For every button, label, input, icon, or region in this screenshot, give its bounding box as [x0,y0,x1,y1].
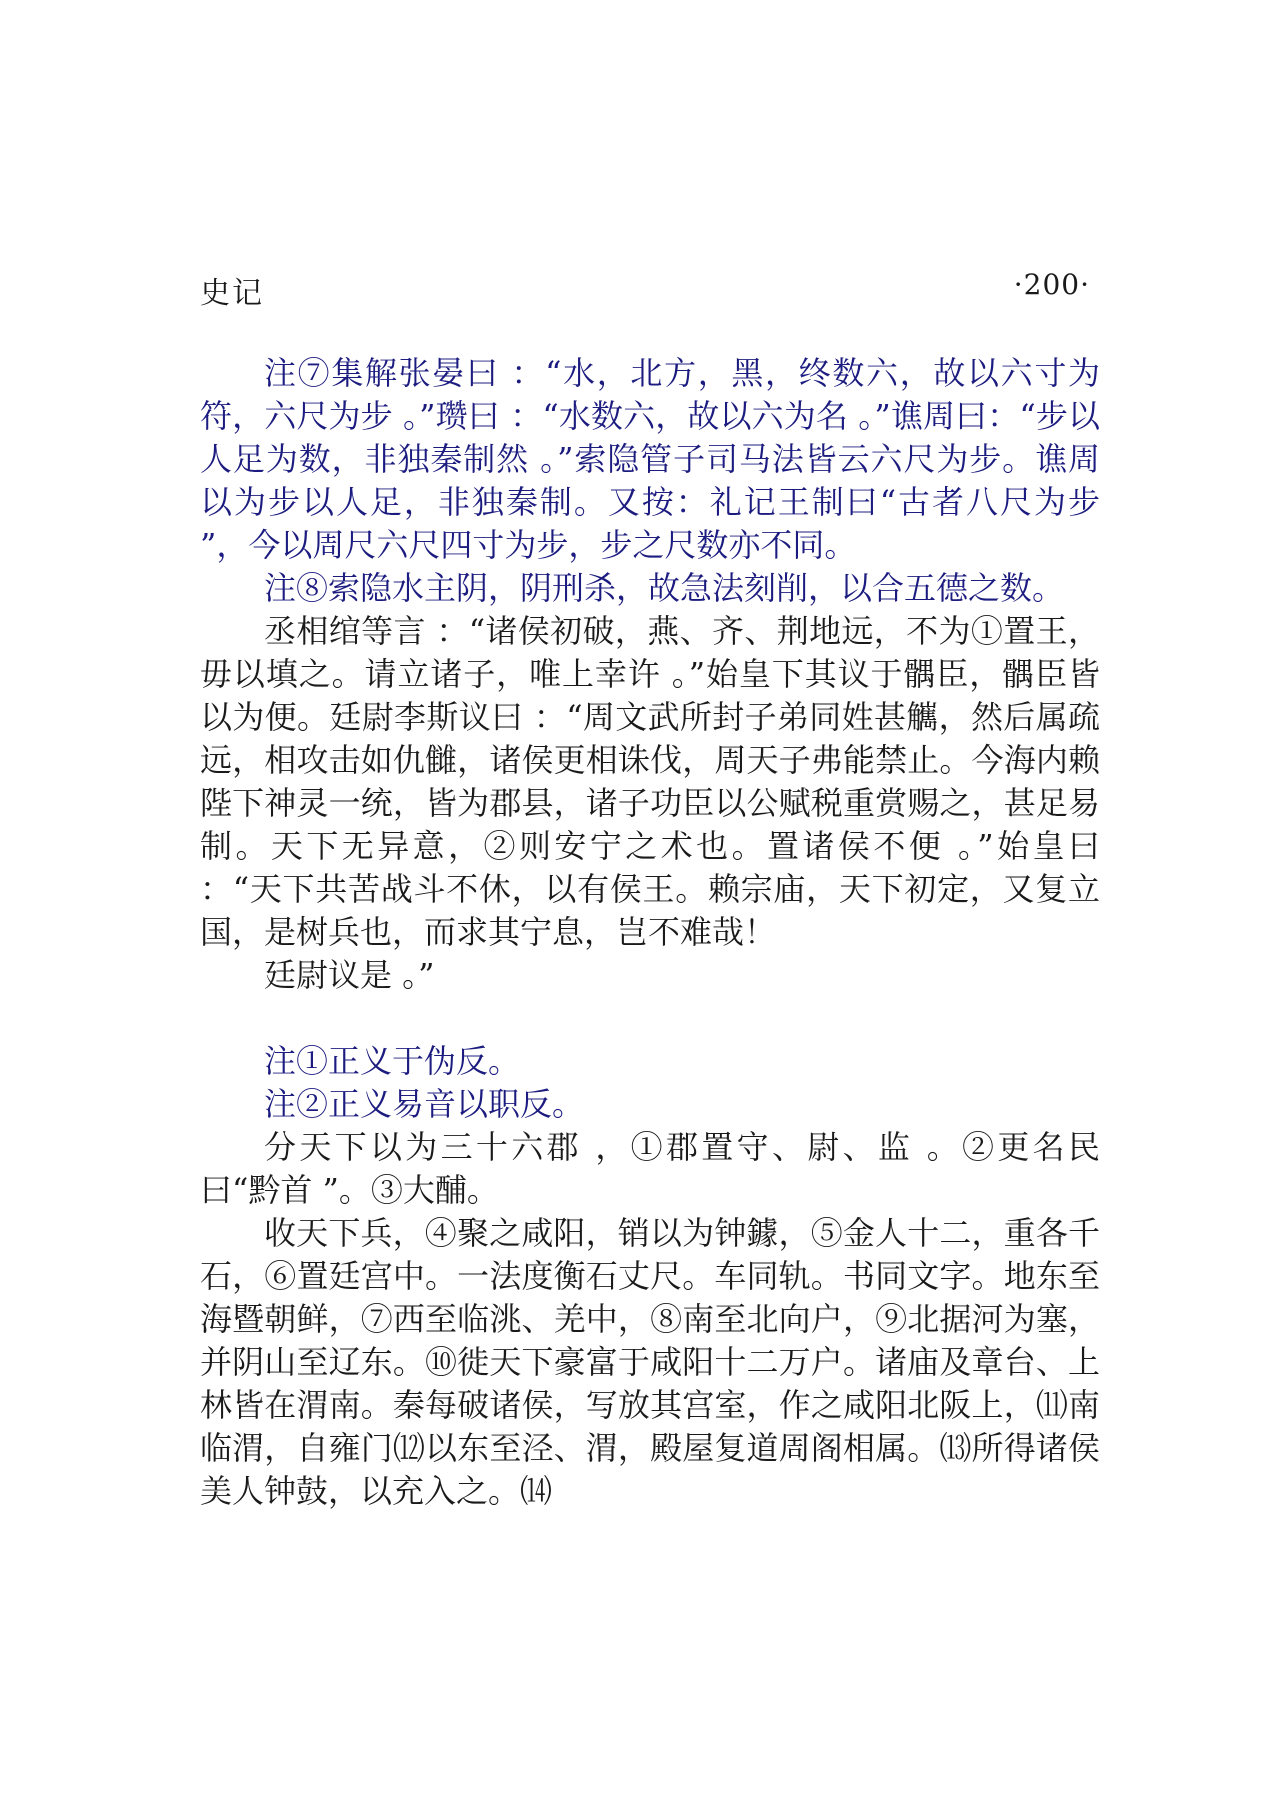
paragraph-gap [200,997,1100,1040]
text-paragraph: 廷尉议是 。” [264,956,435,994]
page-number: ·200· [1013,268,1090,301]
page-header [200,268,1090,311]
text-paragraph: 收天下兵，④聚之咸阳，销以为钟鐻，⑤金人十二，重各千石，⑥置廷宫中。一法度衡石丈尺。车同轨。书同文字。地东至海暨朝鲜，⑦西至临洮、羌中，⑧南至北向户，⑨北据河为塞，并阴山至辽东。⑩徙天下豪富于咸阳十二万户。诸庙及章台、上林皆在渭南。秦每破诸侯，写放其宫室，作之咸阳北阪上，⑾南临渭，自雍门⑿以东至泾、渭，殿屋复道周阁相属。⒀所得诸侯美人钟鼓，以充入之。⒁ [200,1214,1100,1510]
book-title: 史记 [200,276,264,311]
text-paragraph: 丞相绾等言 ：“诸侯初破，燕、齐、荆地远，不为①置王，毋以填之。请立诸子，唯上幸许 。”始皇下其议于髃臣，髃臣皆以为便。廷尉李斯议曰 ：“周文武所封子弟同姓甚觽，然后属疏远，相攻击如仇雠，诸侯更相诛伐，周天子弗能禁止。今海内赖陛下神灵一统，皆为郡县，诸子功臣以公赋税重赏赐之，甚足易制。天下无异意，②则安宁之术也。置诸侯不便 。”始皇曰 ：“天下共苦战斗不休，以有侯王。赖宗庙，天下初定，又复立国，是树兵也，而求其宁息，岂不难哉！ [200,612,1100,951]
annotation-paragraph: 注⑦集解张晏曰 ：“水，北方，黑，终数六，故以六寸为符，六尺为步 。”瓒曰 ：“水数六，故以六为名 。”谯周曰：“步以人足为数，非独秦制然 。”索隐管子司马法皆云六尺为步。谯周以为步以人足，非独秦制。又按：礼记王制曰“古者八尺为步 ”，今以周尺六尺四寸为步，步之尺数亦不同。 [200,354,1100,564]
annotation-paragraph: 注①正义于伪反。 [264,1042,521,1080]
text-paragraph: 分天下以为三十六郡 ，①郡置守、尉、监 。②更名民曰“黔首 ”。③大酺。 [200,1128,1100,1209]
body-text [200,352,1100,1513]
annotation-paragraph: 注②正义易音以职反。 [264,1085,585,1123]
annotation-paragraph: 注⑧索隐水主阴，阴刑杀，故急法刻削，以合五德之数。 [264,569,1065,607]
